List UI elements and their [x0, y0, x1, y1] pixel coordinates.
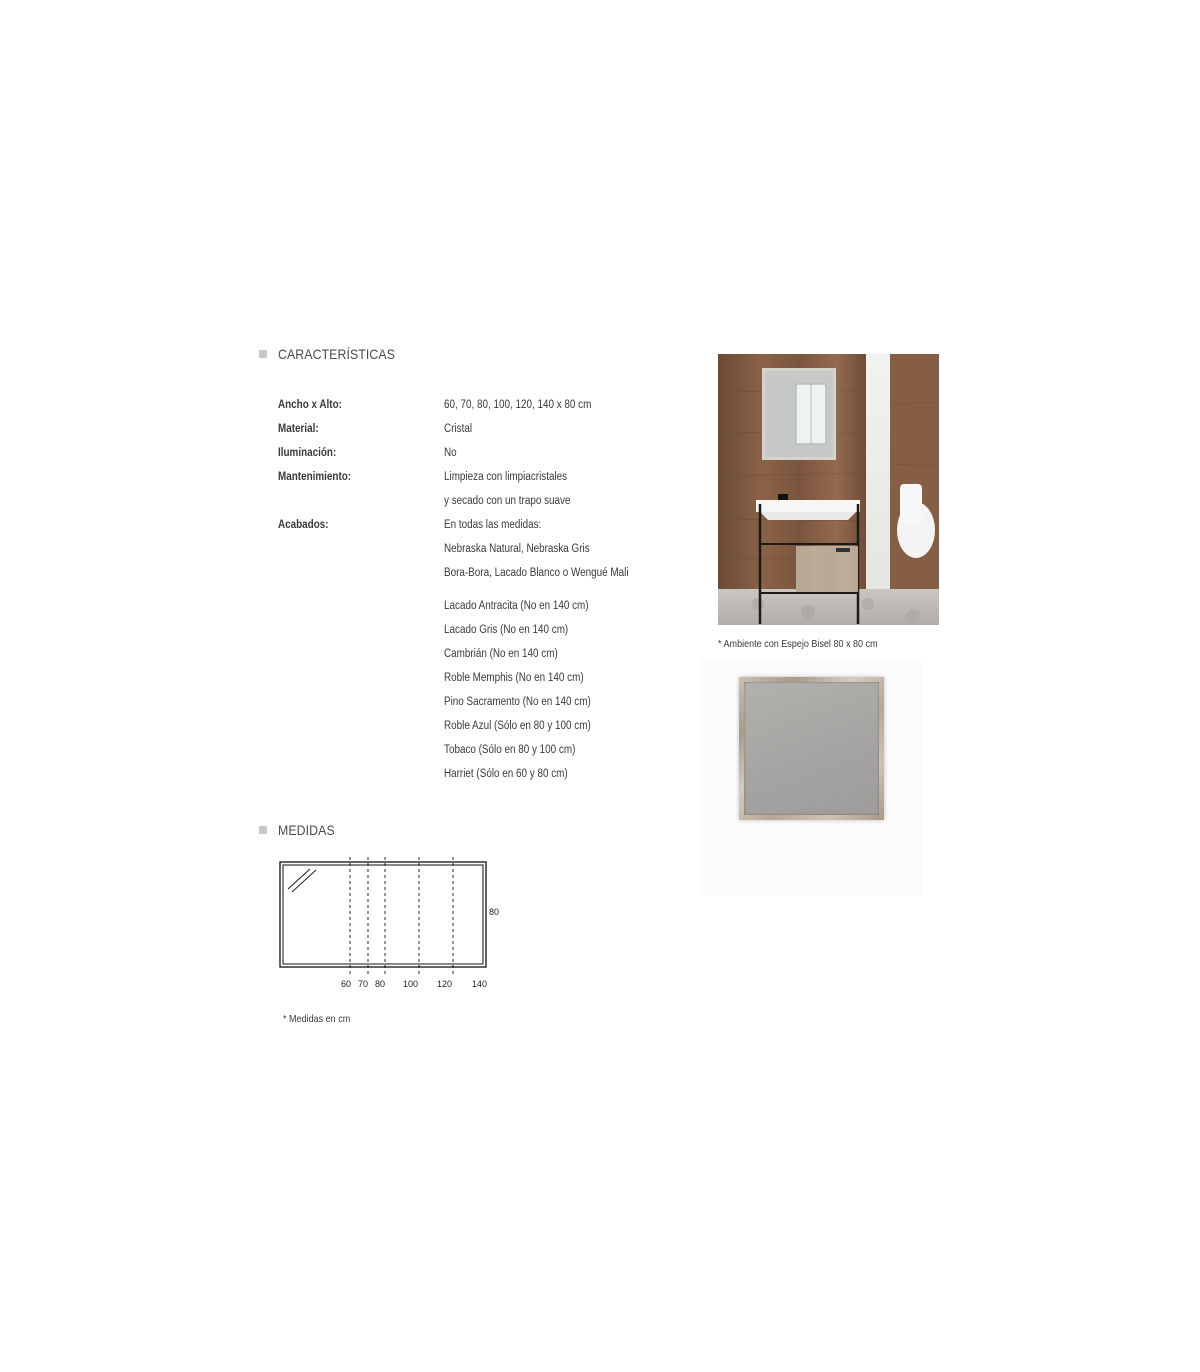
width-label: 80: [375, 979, 386, 989]
width-label: 60: [341, 979, 352, 989]
spec-value: No: [444, 447, 457, 459]
spec-value: y secado con un trapo suave: [444, 495, 571, 507]
spec-label: Ancho x Alto:: [278, 399, 342, 411]
height-label: 80: [489, 907, 500, 917]
width-label: 100: [403, 979, 419, 989]
mirror-frame: [739, 677, 884, 820]
finish-item: Roble Memphis (No en 140 cm): [444, 672, 584, 684]
spec-value: Nebraska Natural, Nebraska Gris: [444, 543, 590, 555]
bathroom-ambience-photo: [718, 354, 939, 625]
measures-title: MEDIDAS: [278, 822, 335, 838]
width-label: 120: [437, 979, 453, 989]
finish-item: Lacado Gris (No en 140 cm): [444, 624, 569, 636]
spec-value: En todas las medidas:: [444, 519, 542, 531]
finish-item: Harriet (Sólo en 60 y 80 cm): [444, 768, 568, 780]
finish-item: Lacado Antracita (No en 140 cm): [444, 600, 589, 612]
measures-note: * Medidas en cm: [283, 1013, 351, 1025]
spec-value: Limpieza con limpiacristales: [444, 471, 568, 483]
measures-heading: [259, 822, 343, 838]
mirror-product-image: [700, 660, 922, 896]
features-heading: [259, 346, 411, 362]
spec-value: Cristal: [444, 423, 473, 435]
square-bullet-icon: [259, 350, 267, 358]
spec-value: 60, 70, 80, 100, 120, 140 x 80 cm: [444, 399, 592, 411]
spec-label: Material:: [278, 423, 319, 435]
bathroom-scene: [718, 354, 939, 625]
width-label: 140: [472, 979, 488, 989]
mirror-glass: [744, 682, 879, 815]
features-title: CARACTERÍSTICAS: [278, 346, 396, 362]
width-label: 70: [358, 979, 369, 989]
spec-label: Mantenimiento:: [278, 471, 352, 483]
square-bullet-icon: [259, 826, 267, 834]
spec-label: Iluminación:: [278, 447, 337, 459]
finish-item: Roble Azul (Sólo en 80 y 100 cm): [444, 720, 591, 732]
spec-label: Acabados:: [278, 519, 329, 531]
dimensions-diagram: [276, 852, 516, 987]
finish-item: Tobaco (Sólo en 80 y 100 cm): [444, 744, 576, 756]
spec-value: Bora-Bora, Lacado Blanco o Wengué Mali: [444, 567, 629, 579]
finish-item: Cambrián (No en 140 cm): [444, 648, 558, 660]
mirror-outline-drawing: [276, 852, 516, 982]
photo-caption: * Ambiente con Espejo Bisel 80 x 80 cm: [718, 638, 878, 650]
finish-item: Pino Sacramento (No en 140 cm): [444, 696, 591, 708]
